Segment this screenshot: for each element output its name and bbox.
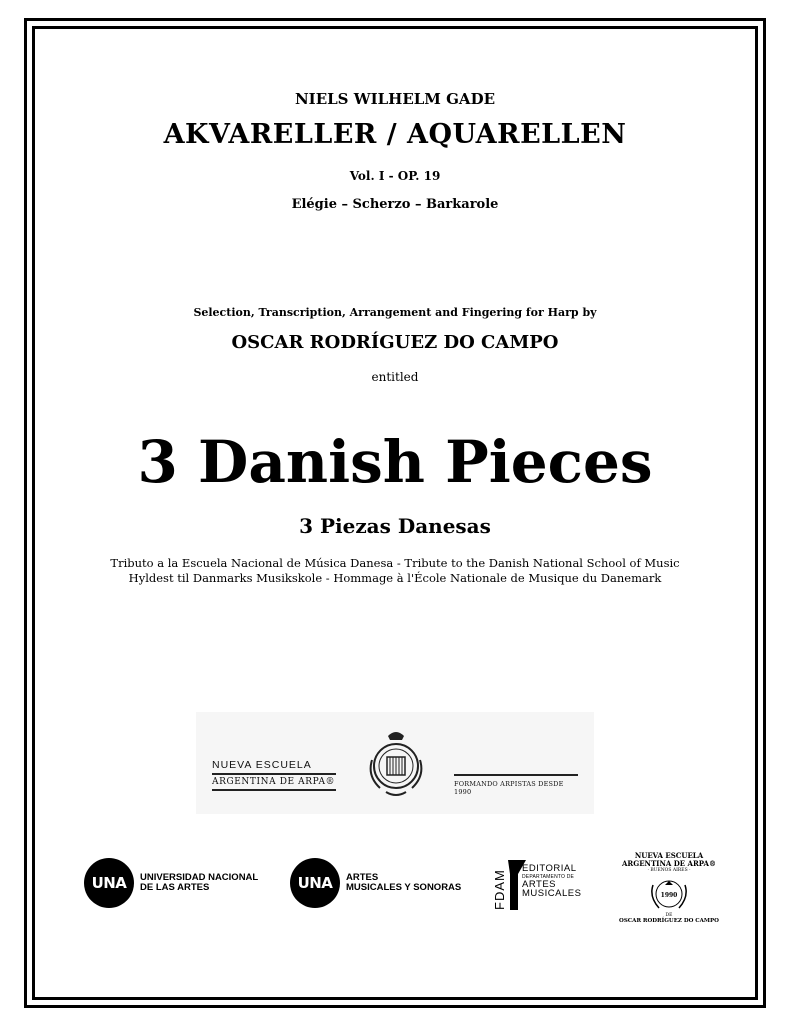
seal-year: 1990 (660, 892, 678, 899)
entitled-label: entitled (371, 370, 419, 384)
una-logo-line-1: UNIVERSIDAD NACIONAL (140, 871, 259, 883)
una-university-logo (84, 858, 258, 908)
harp-crest-icon (358, 726, 434, 802)
editorial-line-4: MUSICALES (522, 888, 582, 899)
work-title: AKVARELLER / AQUARELLEN (163, 119, 627, 150)
una-mark-icon: UNA (84, 858, 134, 908)
dedication-line-1: Tributo a la Escuela Nacional de Música Danesa - Tribute to the Danish National School of Music (110, 556, 680, 570)
school-name-line-2: ARGENTINA DE ARPA® (212, 777, 336, 787)
editorial-name (522, 864, 581, 899)
school-logo-banner (196, 712, 594, 814)
school-seal-logo (614, 852, 724, 924)
school-name-line-1: NUEVA ESCUELA (212, 759, 312, 771)
dedication-line-2: Hyldest til Danmarks Musikskole - Hommage à l'École Nationale de Musique du Danemark (128, 571, 662, 585)
subtitle: 3 Piezas Danesas (299, 514, 491, 538)
credit-line: Selection, Transcription, Arrangement and Fingering for Harp by (193, 306, 597, 319)
arranger-name: OSCAR RODRÍGUEZ DO CAMPO (231, 332, 559, 353)
seal-line-2: ARGENTINA DE ARPA® (622, 858, 716, 868)
seal-line-1: NUEVA ESCUELA (634, 851, 704, 860)
una-music-line-2: MUSICALES Y SONORAS (346, 882, 462, 893)
editorial-line-2: DEPARTAMENTO DE (522, 873, 575, 880)
school-motto-block (454, 774, 578, 796)
una-music-line-1: ARTES (346, 871, 379, 883)
composer-name: NIELS WILHELM GADE (294, 90, 496, 108)
dedication (0, 556, 790, 586)
seal-line-3: · BUENOS AIRES · (647, 868, 691, 873)
seal-line-5: OSCAR RODRÍGUEZ DO CAMPO (619, 918, 719, 924)
editorial-line-1: EDITORIAL (522, 863, 577, 874)
movements-list: Elégie – Scherzo – Barkarole (291, 197, 499, 212)
una-music-arts-logo (290, 858, 461, 908)
una-logo-line-2: DE LAS ARTES (140, 882, 210, 893)
svg-text:FDAM: FDAM (492, 869, 507, 910)
school-motto: FORMANDO ARPISTAS DESDE 1990 (454, 780, 564, 796)
harp-seal-icon (647, 875, 691, 913)
school-name-block (212, 759, 336, 793)
main-title: 3 Danish Pieces (137, 428, 653, 496)
una-mark-icon: UNA (290, 858, 340, 908)
volume-opus: Vol. I - OP. 19 (349, 169, 441, 183)
seal-line-4: DE (665, 913, 673, 918)
editorial-line-3: ARTES (522, 878, 557, 890)
